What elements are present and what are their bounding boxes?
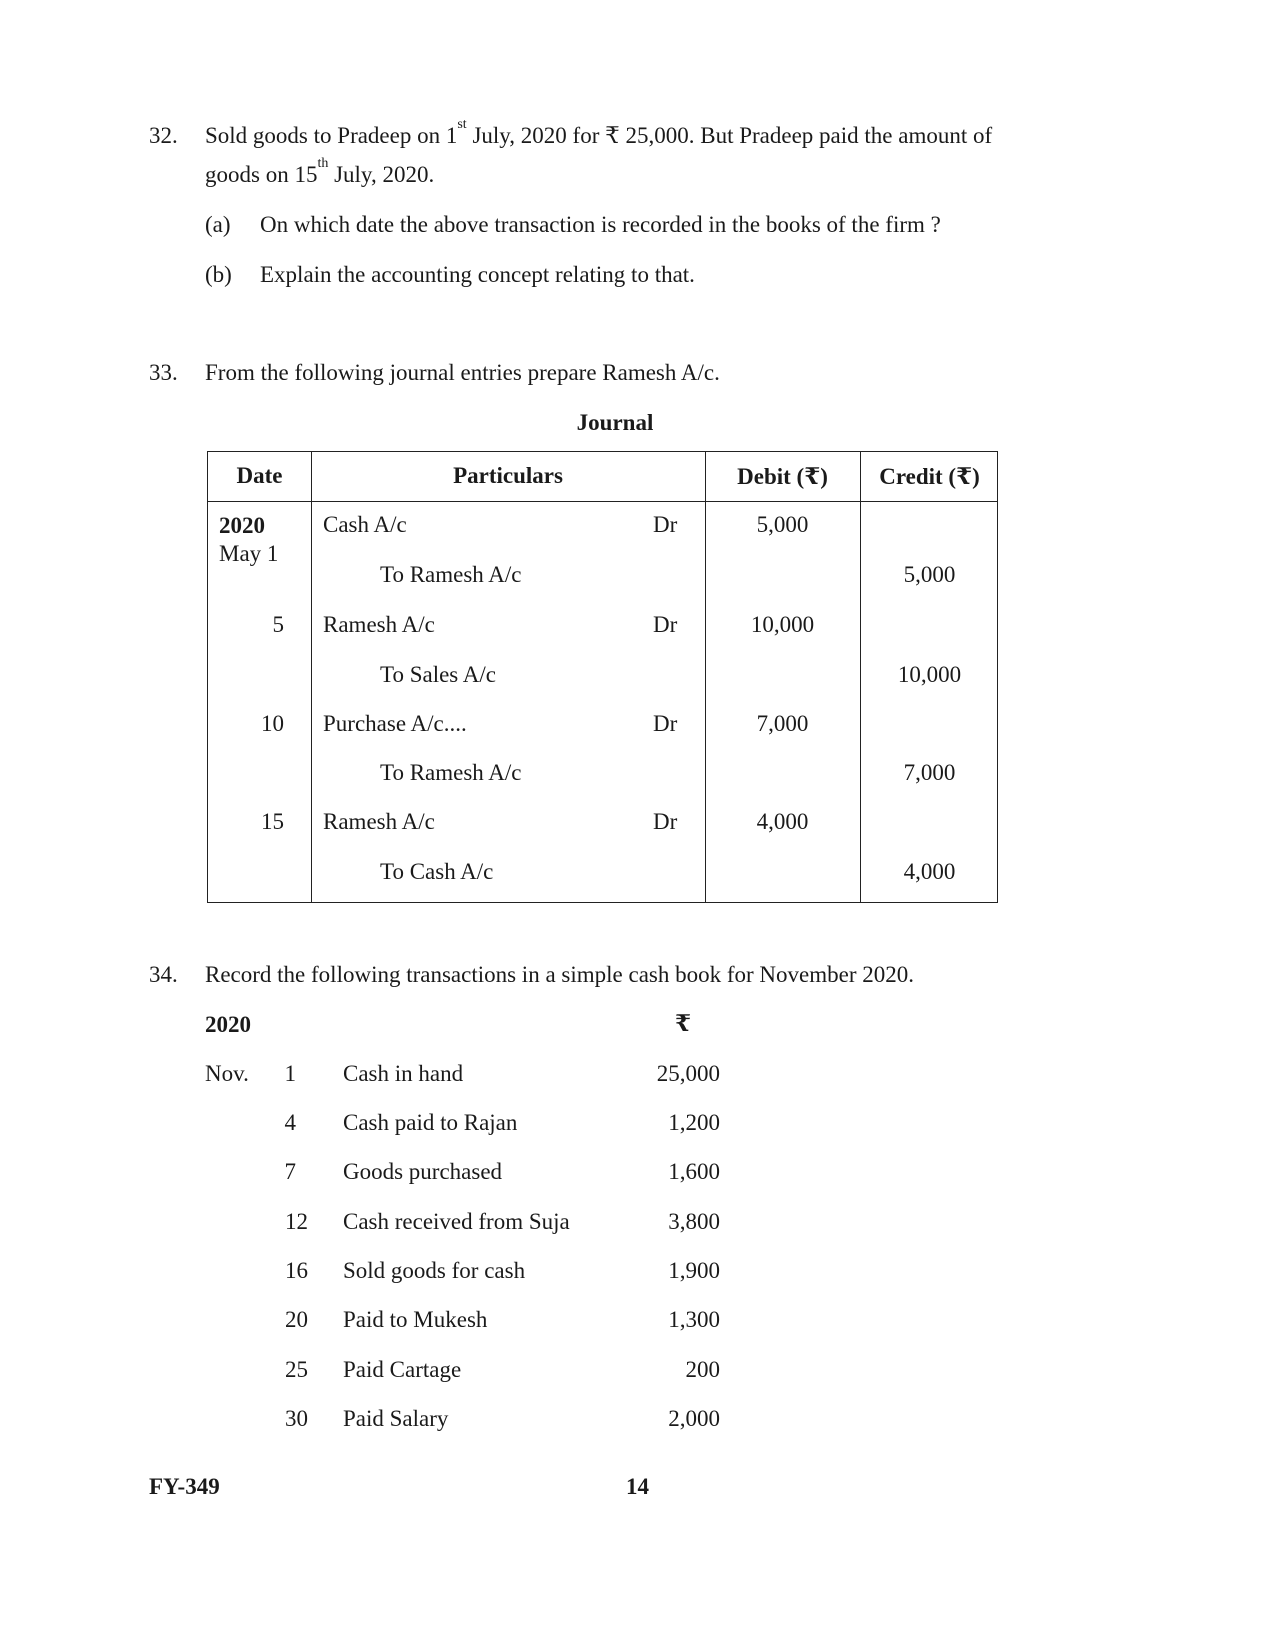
journal-title: Journal [576, 410, 654, 435]
q34-day: 4 [284, 1110, 296, 1135]
journal-dr: Dr [653, 809, 678, 834]
q33-number: 33. [149, 360, 178, 385]
q34-amount: 1,300 [668, 1307, 720, 1332]
q32-line-2-text-a: goods on 15 [205, 162, 318, 187]
journal-debit-account: Ramesh A/c [323, 612, 435, 637]
q33-text: From the following journal entries prepare Ramesh A/c. [205, 360, 720, 385]
header-date: Date [236, 463, 283, 488]
q34-text: Record the following transactions in a simple cash book for November 2020. [205, 962, 915, 987]
q34-currency: ₹ [675, 1011, 692, 1036]
q34-number: 34. [149, 962, 178, 987]
q34-day: 12 [285, 1209, 308, 1234]
q34-day: 25 [285, 1357, 308, 1382]
journal-debit-account: Ramesh A/c [323, 809, 435, 834]
journal-year: 2020 [219, 513, 265, 538]
q34-day: 16 [285, 1258, 308, 1283]
journal-date: 5 [272, 612, 284, 637]
q34-desc: Cash received from Suja [343, 1209, 570, 1234]
q32-number: 32. [149, 123, 178, 148]
journal-date: 15 [261, 809, 284, 834]
header-debit: Debit (₹) [737, 464, 828, 489]
journal-credit-account: To Sales A/c [380, 662, 496, 687]
q32-line-2-text-b: July, 2020. [328, 162, 435, 187]
journal-header-rule [208, 501, 997, 502]
q34-month: Nov. [205, 1061, 249, 1086]
journal-dr: Dr [653, 711, 678, 736]
q34-desc: Cash in hand [343, 1061, 464, 1086]
q34-desc: Paid to Mukesh [343, 1307, 488, 1332]
journal-date: May 1 [219, 541, 279, 566]
journal-credit-account: To Ramesh A/c [380, 562, 522, 587]
q32-line-1 [205, 117, 993, 149]
q32-part-a-label: (a) [205, 212, 231, 237]
q34-day: 7 [284, 1159, 296, 1184]
q32-line-1-text-b: July, 2020 for ₹ 25,000. But Pradeep paid the amount of [466, 123, 993, 148]
journal-debit-account: Purchase A/c.... [323, 711, 467, 736]
q34-desc: Goods purchased [343, 1159, 503, 1184]
journal-dr: Dr [653, 512, 678, 537]
q34-year: 2020 [205, 1012, 251, 1037]
q34-day: 20 [285, 1307, 308, 1332]
q34-amount: 1,900 [668, 1258, 720, 1283]
q34-desc: Paid Cartage [343, 1357, 462, 1382]
journal-debit-amount: 4,000 [756, 809, 809, 834]
journal-divider-date [311, 452, 312, 902]
journal-credit-account: To Ramesh A/c [380, 760, 522, 785]
q34-desc: Cash paid to Rajan [343, 1110, 518, 1135]
q34-desc: Sold goods for cash [343, 1258, 526, 1283]
q32-line-1-text-a: Sold goods to Pradeep on 1 [205, 123, 458, 148]
q34-amount: 200 [685, 1357, 720, 1382]
journal-dr: Dr [653, 612, 678, 637]
q34-amount: 1,200 [668, 1110, 720, 1135]
journal-debit-amount: 7,000 [756, 711, 809, 736]
q34-desc: Paid Salary [343, 1406, 449, 1431]
q34-amount: 2,000 [668, 1406, 720, 1431]
q34-day: 30 [285, 1406, 308, 1431]
journal-date: 10 [261, 711, 284, 736]
page-number: 14 [626, 1474, 649, 1499]
header-particulars: Particulars [453, 463, 563, 488]
journal-table [207, 451, 998, 903]
q32-part-a-text: On which date the above transaction is recorded in the books of the firm ? [260, 212, 941, 237]
q34-day: 1 [284, 1061, 296, 1086]
journal-credit-amount: 10,000 [897, 662, 962, 687]
journal-debit-account: Cash A/c [323, 512, 407, 537]
journal-credit-amount: 7,000 [903, 760, 956, 785]
journal-debit-amount: 5,000 [756, 512, 809, 537]
q34-amount: 25,000 [656, 1061, 720, 1086]
journal-credit-amount: 4,000 [903, 859, 956, 884]
q32-line-2 [205, 156, 435, 188]
journal-debit-amount: 10,000 [750, 612, 815, 637]
q32-part-b-label: (b) [205, 262, 232, 287]
q34-amount: 1,600 [668, 1159, 720, 1184]
header-credit: Credit (₹) [879, 464, 980, 489]
q32-line-1-sup: st [457, 117, 467, 132]
footer-code: FY-349 [149, 1474, 220, 1499]
journal-credit-amount: 5,000 [903, 562, 956, 587]
journal-credit-account: To Cash A/c [380, 859, 494, 884]
q32-part-b-text: Explain the accounting concept relating to that. [260, 262, 695, 287]
q34-amount: 3,800 [668, 1209, 720, 1234]
q32-line-2-sup: th [317, 156, 329, 171]
